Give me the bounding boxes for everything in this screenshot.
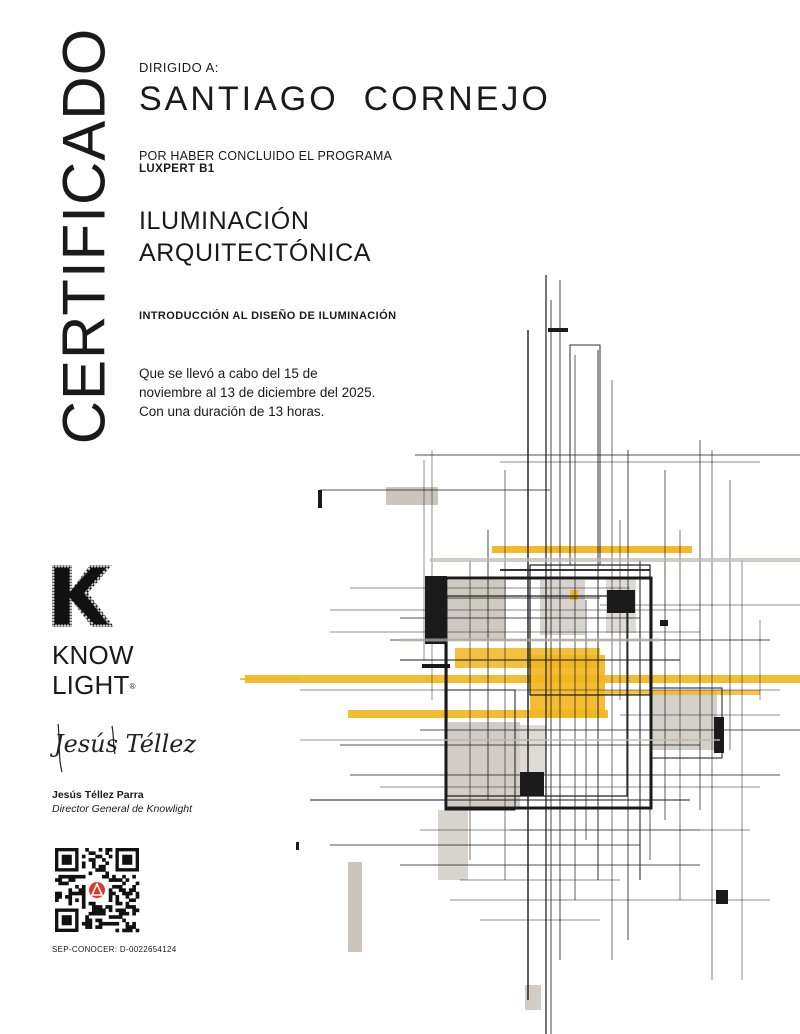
logo-line-2: LIGHT <box>52 670 130 700</box>
signature-text: Jesús Téllez <box>54 730 197 758</box>
signatory-name: Jesús Téllez Parra <box>52 789 144 801</box>
addressed-to-label: DIRIGIDO A: <box>139 60 219 75</box>
course-title-line-2: ARQUITECTÓNICA <box>139 239 372 267</box>
signatory-role: Director General de Knowlight <box>52 803 193 815</box>
module-name: INTRODUCCIÓN AL DISEÑO DE ILUMINACIÓN <box>139 310 397 322</box>
program-code: LUXPERT B1 <box>139 163 215 175</box>
recipient-name: SANTIAGO CORNEJO <box>139 80 551 118</box>
registration-number: SEP-CONOCER: D-0022654124 <box>52 945 177 954</box>
logo-line-1: KNOW <box>52 640 134 670</box>
trademark-symbol: ® <box>129 682 136 691</box>
course-title-line-1: ILUMINACIÓN <box>139 207 310 235</box>
program-label: POR HABER CONCLUIDO EL PROGRAMA <box>139 149 393 163</box>
course-details: Que se llevó a cabo del 15 de noviembre al 13 de diciembre del 2025. Con una duración de 13 horas. <box>139 366 376 419</box>
certificate-title: CERTIFICADO <box>50 27 118 445</box>
